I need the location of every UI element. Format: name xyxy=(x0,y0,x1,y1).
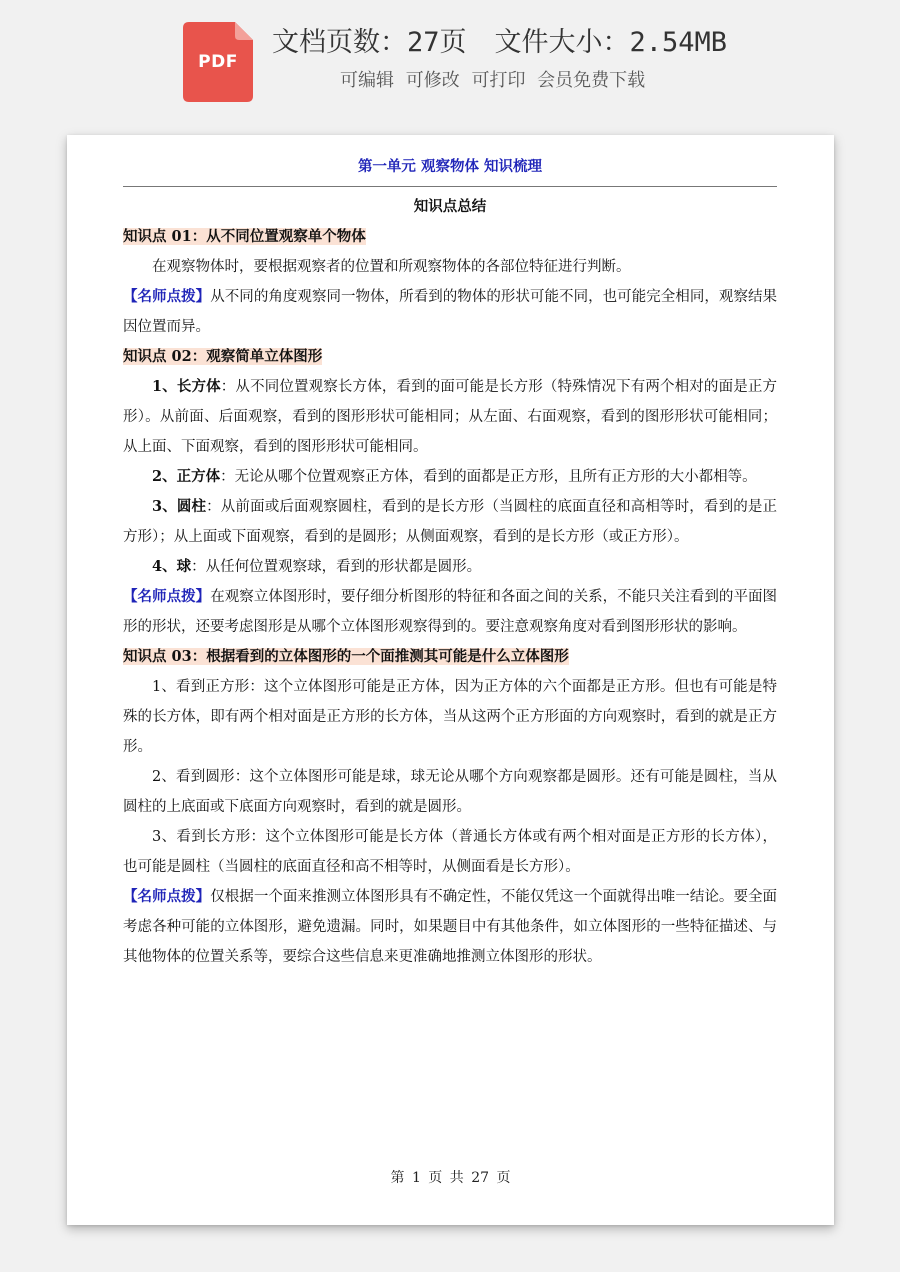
tip-label: 【名师点拨】 xyxy=(123,588,211,605)
file-meta xyxy=(272,20,872,59)
kp2-heading: 知识点 02：观察简单立体图形 xyxy=(123,348,323,365)
document-title: 第一单元 观察物体 知识梳理 xyxy=(357,158,543,175)
kp3-tip: 【名师点拨】仅根据一个面来推测立体图形具有不确定性，不能仅凭这一个面就得出唯一结论。要全面考虑各种可能的立体图形，避免遗漏。同时，如果题目中有其他条件，如立体图形的一些特征描述、与其他物体的位置关系等，要综合这些信息来更准确地推测立体图形的形状。 xyxy=(123,888,778,965)
document-body xyxy=(123,192,777,972)
kp3-item-square: 1、看到正方形：这个立体图形可能是正方体，因为正方体的六个面都是正方形。但也有可能是特殊的长方体，即有两个相对面是正方形的长方体，当从这两个正方形面的方向观察时，看到的就是正方形。 xyxy=(123,679,777,755)
section-heading: 知识点总结 xyxy=(413,198,487,215)
kp1-tip: 【名师点拨】从不同的角度观察同一物体，所看到的物体的形状可能不同，也可能完全相同，观察结果因位置而异。 xyxy=(123,288,778,335)
title-divider xyxy=(123,186,777,187)
pdf-file-icon xyxy=(183,22,253,102)
feature-list: 可编辑 可修改 可打印 会员免费下载 xyxy=(340,70,646,91)
page-count: 文档页数：27页 xyxy=(272,27,467,58)
kp3-heading: 知识点 03：根据看到的立体图形的一个面推测其可能是什么立体图形 xyxy=(123,648,569,665)
kp3-item-rectangle: 3、看到长方形：这个立体图形可能是长方体（普通长方体或有两个相对面是正方形的长方体），也可能是圆柱（当圆柱的底面直径和高不相等时，从侧面看是长方形）。 xyxy=(123,829,777,875)
kp1-paragraph: 在观察物体时，要根据观察者的位置和所观察物体的各部位特征进行判断。 xyxy=(152,259,631,275)
kp3-item-circle: 2、看到圆形：这个立体图形可能是球，球无论从哪个方向观察都是圆形。还有可能是圆柱，当从圆柱的上底面或下底面方向观察时，看到的就是圆形。 xyxy=(123,769,777,815)
kp2-item-cube: 2、正方体：无论从哪个位置观察正方体，看到的面都是正方形，且所有正方形的大小都相等。 xyxy=(152,468,757,485)
file-size: 文件大小：2.54MB xyxy=(494,27,728,58)
document-page xyxy=(67,135,834,1225)
kp3-heading-line xyxy=(123,642,777,672)
download-header xyxy=(0,0,900,120)
pdf-label: PDF xyxy=(198,52,238,72)
tip-label: 【名师点拨】 xyxy=(123,888,211,905)
kp2-item-cuboid: 1、长方体：从不同位置观察长方体，看到的面可能是长方形（特殊情况下有两个相对的面是正方形）。从前面、后面观察，看到的图形形状可能相同；从左面、右面观察，看到的图形形状可能相同；从上面、下面观察，看到的图形形状可能相同。 xyxy=(123,378,777,455)
kp1-heading-line xyxy=(123,222,777,252)
kp2-item-sphere: 4、球：从任何位置观察球，看到的形状都是圆形。 xyxy=(152,558,482,575)
kp2-item-cylinder: 3、圆柱：从前面或后面观察圆柱，看到的是长方形（当圆柱的底面直径和高相等时，看到的是正方形）；从上面或下面观察，看到的是圆形；从侧面观察，看到的是长方形（或正方形）。 xyxy=(123,498,777,545)
kp2-heading-line xyxy=(123,342,777,372)
kp2-tip: 【名师点拨】在观察立体图形时，要仔细分析图形的特征和各面之间的关系，不能只关注看到的平面图形的形状，还要考虑图形是从哪个立体图形观察得到的。要注意观察角度对看到图形形状的影响。 xyxy=(123,588,778,635)
tip-label: 【名师点拨】 xyxy=(123,288,211,305)
page-footer: 第 1 页 共 27 页 xyxy=(390,1170,511,1186)
kp1-heading: 知识点 01：从不同位置观察单个物体 xyxy=(123,228,366,245)
